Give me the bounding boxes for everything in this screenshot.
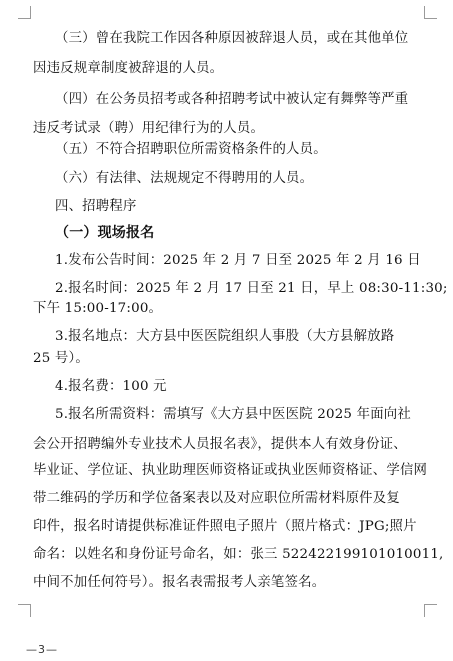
text-line: 带二维码的学历和学位备案表以及对应职位所需材料原件及复: [33, 491, 400, 506]
crop-mark-top-right: [424, 6, 437, 19]
text-line: 四、招聘程序: [55, 199, 137, 214]
crop-mark-bottom-left: [18, 604, 31, 617]
text-line: （六）有法律、法规规定不得聘用的人员。: [55, 171, 314, 186]
text-line: 违反考试录（聘）用纪律行为的人员。: [33, 121, 265, 136]
text-line: （四）在公务员招考或各种招聘考试中被认定有舞弊等严重: [55, 92, 409, 107]
text-line: 会公开招聘编外专业技术人员报名表》，提供本人有效身份证、: [33, 437, 407, 452]
text-line: （一）现场报名: [55, 225, 155, 241]
page-number: —3—: [26, 643, 58, 656]
text-line: 1.发布公告时间：2025 年 2 月 7 日至 2025 年 2 月 16 日: [55, 253, 421, 268]
text-line: 因违反规章制度被辞退的人员。: [33, 61, 224, 76]
crop-mark-top-left: [18, 6, 31, 19]
text-line: 下午 15:00-17:00。: [33, 301, 163, 316]
text-line: 2.报名时间：2025 年 2 月 17 日至 21 日，早上 08:30-11:30;: [55, 281, 448, 296]
crop-mark-bottom-right: [424, 604, 437, 617]
text-line: 中间不加任何符号）。报名表需报考人亲笔签名。: [33, 575, 326, 590]
text-line: （三）曾在我院工作因各种原因被辞退人员，或在其他单位: [55, 31, 409, 46]
text-line: 毕业证、学位证、执业助理医师资格证或执业医师资格证、学信网: [33, 463, 428, 478]
text-line: 25 号）。: [33, 351, 89, 366]
text-line: 4.报名费：100 元: [55, 379, 167, 394]
text-line: 5.报名所需资料：需填写《大方县中医医院 2025 年面向社: [55, 407, 411, 422]
text-line: 命名：以姓名和身份证号命名，如：张三 522422199101010011,: [33, 547, 444, 562]
text-line: （五）不符合招聘职位所需资格条件的人员。: [55, 142, 327, 157]
text-line: 3.报名地点：大方县中医医院组织人事股（大方县解放路: [55, 329, 395, 344]
text-line: 印件，报名时请提供标准证件照电子照片（照片格式：JPG;照片: [33, 519, 417, 534]
